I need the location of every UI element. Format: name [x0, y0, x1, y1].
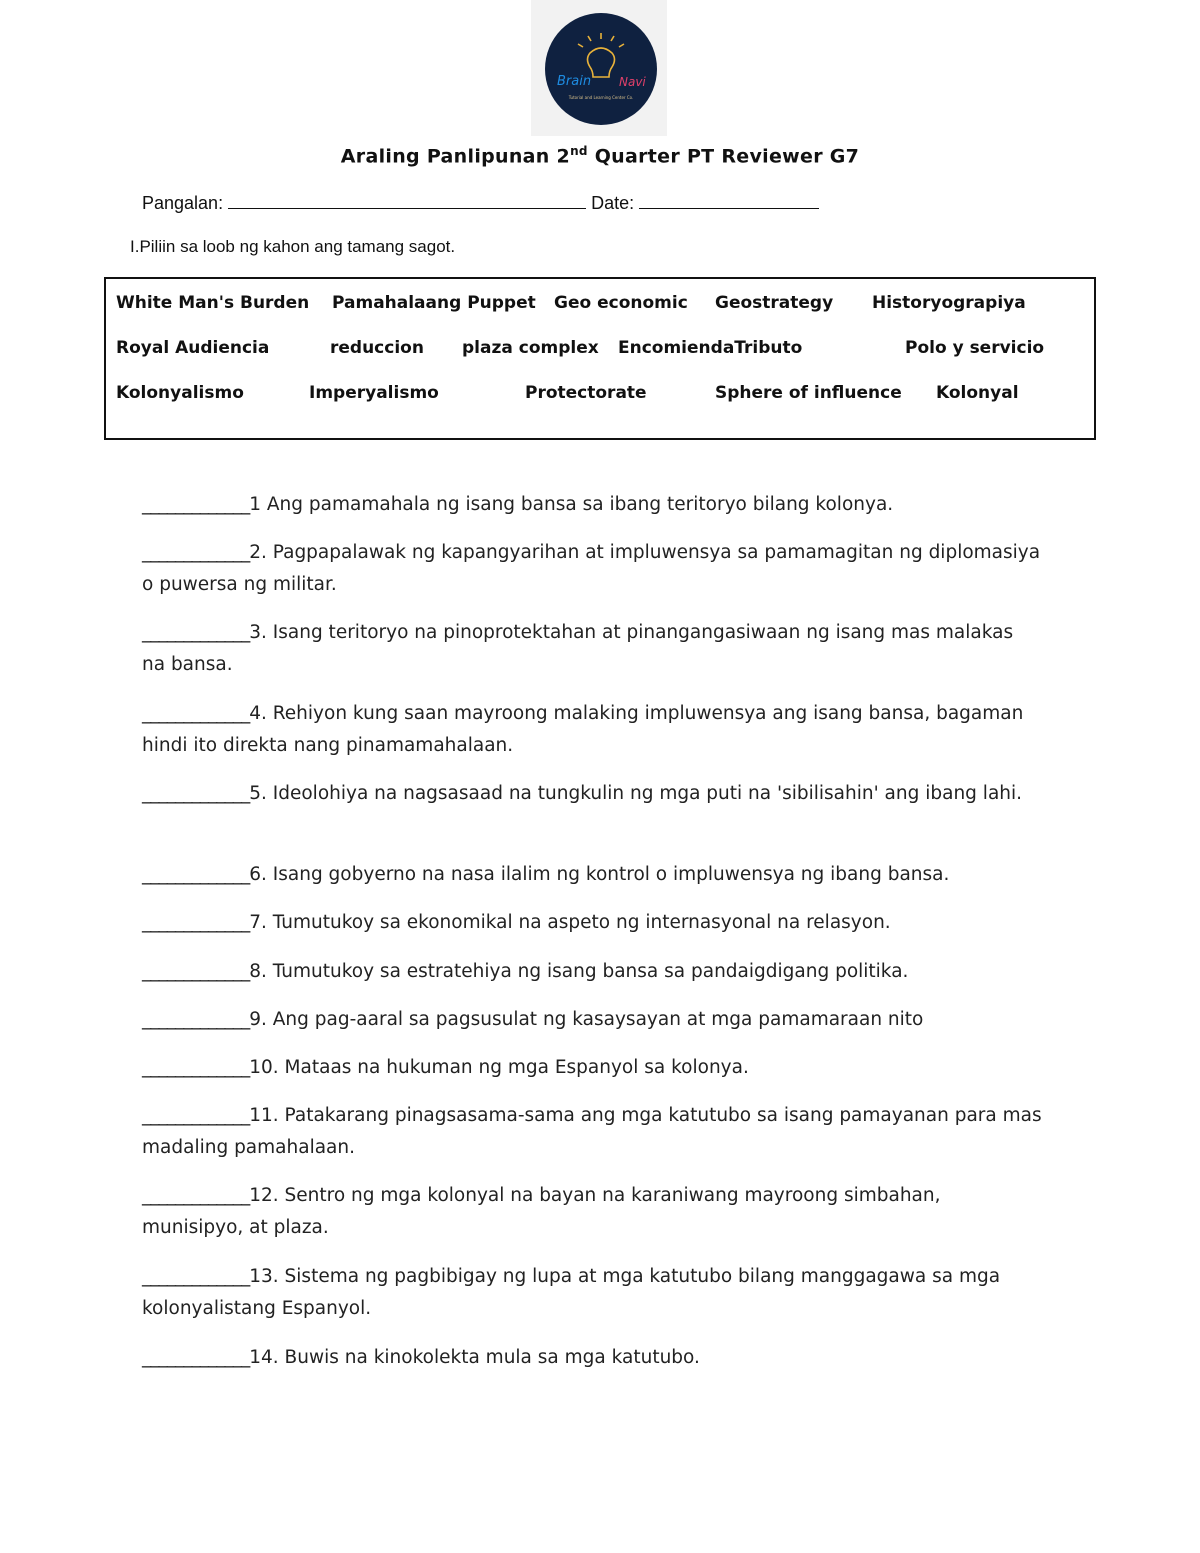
answer-blank[interactable]: _____________	[142, 1347, 250, 1368]
word-bank-item: Royal Audiencia	[116, 338, 270, 358]
word-bank-item: Pamahalaang Puppet	[332, 293, 536, 313]
answer-blank[interactable]: _____________	[142, 783, 250, 804]
word-bank-item: Historyograpiya	[872, 293, 1026, 313]
word-bank-item: Geo economic	[554, 293, 688, 313]
question-item: _____________5. Ideolohiya na nagsasaad na tungkulin ng mga puti na 'sibilisahin' ang ibang lahi.	[142, 783, 1023, 804]
answer-blank[interactable]: _____________	[142, 1009, 250, 1030]
date-label: Date:	[591, 193, 635, 213]
brain-navi-logo	[545, 13, 657, 125]
answer-blank[interactable]: _____________	[142, 622, 250, 643]
question-item: _____________9. Ang pag-aaral sa pagsusulat ng kasaysayan at mga pamamaraan nito	[142, 1009, 924, 1030]
question-item: _____________10. Mataas na hukuman ng mga Espanyol sa kolonya.	[142, 1057, 749, 1078]
question-item: _____________7. Tumutukoy sa ekonomikal na aspeto ng internasyonal na relasyon.	[142, 912, 891, 933]
answer-blank[interactable]: _____________	[142, 494, 250, 515]
name-field[interactable]	[228, 192, 586, 209]
question-item: _____________14. Buwis na kinokolekta mula sa mga katutubo.	[142, 1347, 700, 1368]
question-item: _____________1 Ang pamamahala ng isang bansa sa ibang teritoryo bilang kolonya.	[142, 494, 894, 515]
answer-blank[interactable]: _____________	[142, 542, 250, 563]
name-label: Pangalan:	[142, 193, 224, 213]
question-item: _____________3. Isang teritoryo na pinoprotektahan at pinangangasiwaan ng isang mas malakas na bansa.	[142, 622, 1014, 675]
answer-blank[interactable]: _____________	[142, 1057, 250, 1078]
question-item: _____________8. Tumutukoy sa estratehiya ng isang bansa sa pandaigdigang politika.	[142, 961, 909, 982]
word-bank-item: reduccion	[330, 338, 424, 358]
answer-blank[interactable]: _____________	[142, 864, 250, 885]
question-item: _____________2. Pagpapalawak ng kapangyarihan at impluwensya sa pamamagitan ng diplomasiya o puwersa ng militar.	[142, 542, 1041, 595]
question-item: _____________11. Patakarang pinagsasama-sama ang mga katutubo sa isang pamayanan para mas madaling pamahalaan.	[142, 1105, 1042, 1158]
word-bank-item: Sphere of influence	[715, 383, 902, 403]
word-bank-item: Kolonyalismo	[116, 383, 244, 403]
svg-text:Brain: Brain	[557, 74, 592, 89]
word-bank-item: Polo y servicio	[905, 338, 1045, 358]
word-bank-box	[104, 277, 1096, 440]
answer-blank[interactable]: _____________	[142, 1105, 250, 1126]
word-bank-item: Geostrategy	[715, 293, 834, 313]
date-field[interactable]	[639, 192, 819, 209]
logo-container	[531, 0, 667, 136]
question-item: _____________12. Sentro ng mga kolonyal na bayan na karaniwang mayroong simbahan, munisipyo, at plaza.	[142, 1185, 941, 1238]
page-title: Araling Panlipunan 2nd Quarter PT Reviewer G7	[340, 144, 860, 168]
word-bank-item: EncomiendaTributo	[618, 338, 803, 358]
word-bank-item: Kolonyal	[936, 383, 1019, 403]
question-item: _____________13. Sistema ng pagbibigay ng lupa at mga katutubo bilang manggagawa sa mga kolonyalistang Espanyol.	[142, 1266, 1001, 1319]
instruction: I.Piliin sa loob ng kahon ang tamang sagot.	[130, 237, 456, 256]
name-date-line	[142, 192, 819, 214]
question-item: _____________4. Rehiyon kung saan mayroong malaking impluwensya ang isang bansa, bagaman hindi ito direkta nang pinamamahalaan.	[142, 703, 1024, 756]
word-bank-item: Protectorate	[525, 383, 647, 403]
answer-blank[interactable]: _____________	[142, 1266, 250, 1287]
answer-blank[interactable]: _____________	[142, 961, 250, 982]
word-bank-item: plaza complex	[462, 338, 599, 358]
answer-blank[interactable]: _____________	[142, 1185, 250, 1206]
svg-text:Navi: Navi	[619, 75, 646, 89]
word-bank-item: White Man's Burden	[116, 293, 310, 313]
word-bank-item: Imperyalismo	[309, 383, 439, 403]
answer-blank[interactable]: _____________	[142, 703, 250, 724]
svg-text:Tutorial and Learning Center C: Tutorial and Learning Center Co.	[568, 95, 634, 100]
answer-blank[interactable]: _____________	[142, 912, 250, 933]
question-item: _____________6. Isang gobyerno na nasa ilalim ng kontrol o impluwensya ng ibang bansa.	[142, 864, 950, 885]
